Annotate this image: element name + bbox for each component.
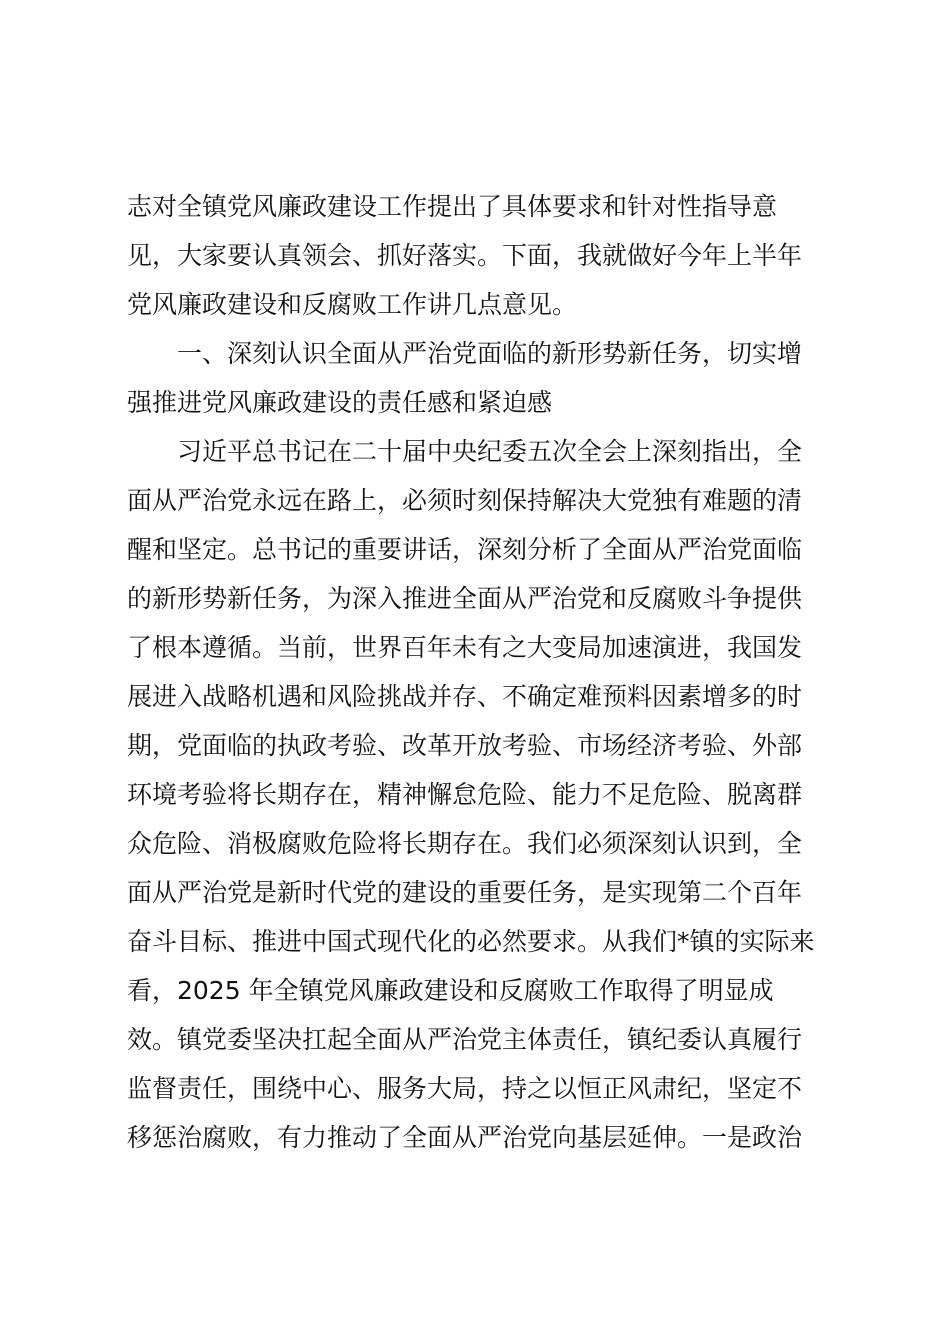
paragraph-line: 移惩治腐败，有力推动了全面从严治党向基层延伸。一是政治 xyxy=(127,1123,803,1152)
section-heading-line: 一、深刻认识全面从严治党面临的新形势新任务，切实增 xyxy=(177,339,803,368)
paragraph-line: 环境考验将长期存在，精神懈怠危险、能力不足危险、脱离群 xyxy=(127,780,803,809)
section-heading-line: 强推进党风廉政建设的责任感和紧迫感 xyxy=(127,388,553,417)
paragraph-line: 醒和坚定。总书记的重要讲话，深刻分析了全面从严治党面临 xyxy=(127,535,803,564)
paragraph-line: 习近平总书记在二十届中央纪委五次全会上深刻指出，全 xyxy=(177,437,803,466)
paragraph-line: 见，大家要认真领会、抓好落实。下面，我就做好今年上半年 xyxy=(127,241,803,270)
paragraph-line: 志对全镇党风廉政建设工作提出了具体要求和针对性指导意 xyxy=(127,192,778,221)
paragraph-line: 奋斗目标、推进中国式现代化的必然要求。从我们*镇的实际来 xyxy=(127,927,815,956)
paragraph-line: 众危险、消极腐败危险将长期存在。我们必须深刻认识到，全 xyxy=(127,829,803,858)
paragraph-line: 效。镇党委坚决扛起全面从严治党主体责任，镇纪委认真履行 xyxy=(127,1025,803,1054)
paragraph-line: 面从严治党是新时代党的建设的重要任务，是实现第二个百年 xyxy=(127,878,803,907)
paragraph-line: 监督责任，围绕中心、服务大局，持之以恒正风肃纪，坚定不 xyxy=(127,1074,803,1103)
paragraph-line: 面从严治党永远在路上，必须时刻保持解决大党独有难题的清 xyxy=(127,486,803,515)
paragraph-line: 期，党面临的执政考验、改革开放考验、市场经济考验、外部 xyxy=(127,731,803,760)
paragraph-line: 看，2025 年全镇党风廉政建设和反腐败工作取得了明显成 xyxy=(127,976,774,1005)
paragraph-line: 了根本遵循。当前，世界百年未有之大变局加速演进，我国发 xyxy=(127,633,803,662)
paragraph-line: 党风廉政建设和反腐败工作讲几点意见。 xyxy=(127,290,578,319)
document-body xyxy=(127,182,833,1162)
paragraph-line: 展进入战略机遇和风险挑战并存、不确定难预料因素增多的时 xyxy=(127,682,803,711)
paragraph-line: 的新形势新任务，为深入推进全面从严治党和反腐败斗争提供 xyxy=(127,584,803,613)
